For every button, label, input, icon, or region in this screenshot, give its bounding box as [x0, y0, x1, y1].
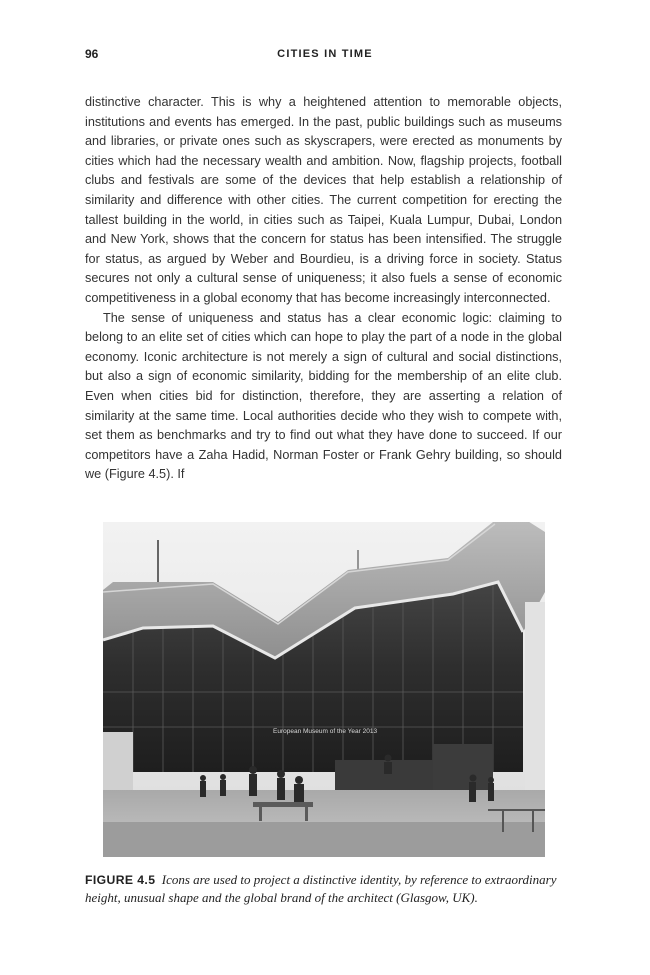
- figure-label: FIGURE 4.5: [85, 873, 156, 887]
- caption-text: Icons are used to project a distinctive identity, by reference to extraordinary height, unusual shape and the global brand of the architect (Glasgow, UK).: [85, 872, 557, 905]
- foreground-grass: [103, 822, 545, 857]
- running-head: CITIES IN TIME: [277, 48, 373, 60]
- picnic-table: [253, 802, 313, 807]
- side-wall: [525, 602, 545, 792]
- kiosk: [103, 732, 133, 792]
- museum-photo: [103, 522, 545, 857]
- building-sign: European Museum of the Year 2013: [273, 728, 378, 735]
- page-number: 96: [85, 47, 99, 61]
- figure-caption: [85, 871, 562, 907]
- picnic-table-leg: [259, 807, 262, 821]
- paragraph: distinctive character. This is why a heightened attention to memorable objects, institutions and events has emerged. In the past, public buildings such as museums and libraries, or private ones such as skyscrapers, were erected as monuments by cities which had the necessary wealth and ambition. Now, flagship projects, football clubs and festivals are some of the devices that help establish a relationship of similarity and difference with other cities. The current competition for erecting the tallest building in the world, in cities such as Taipei, Kuala Lumpur, Dubai, London and New York, shows that the concern for status has been intensified. The struggle for status, as argued by Weber and Bourdieu, is a driving force in society. Status secures not only a cultural sense of uniqueness; it also fuels a sense of economic competitiveness in a global economy that has become increasingly interconnected.: [85, 95, 562, 305]
- picnic-table-leg: [305, 807, 308, 821]
- paragraph: The sense of uniqueness and status has a clear economic logic: claiming to belong to an elite set of cities which can hope to play the part of a node in the global economy. Iconic architecture is not merely a sign of cultural and social distinctions, but also a sign of economic similarity, bidding for the membership of an elite club. Even when cities bid for distinction, therefore, they are asserting a relation of similarity at the same time. Local authorities decide who they wish to compete with, set them as benchmarks and try to find out what they have done to succeed. If our competitors have a Zaha Hadid, Norman Foster or Frank Gehry building, so should we (Figure 4.5). If: [85, 310, 562, 482]
- figure-photo: [103, 522, 545, 857]
- body-text: [85, 93, 562, 485]
